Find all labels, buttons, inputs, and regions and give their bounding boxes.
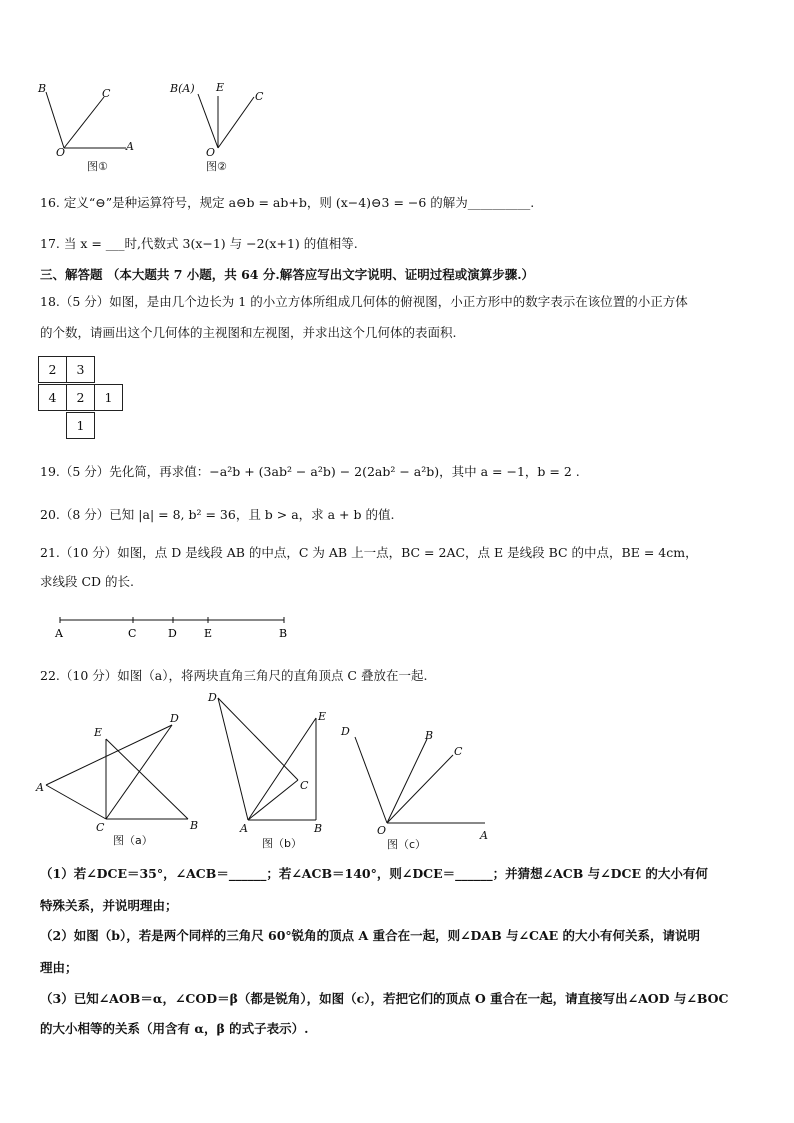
segment-label-D: D [168,627,177,640]
fig-b-label-C: C [300,779,309,792]
grid-cell: 2 [38,356,67,383]
segment-label-A: A [55,627,63,640]
question-22-2-line1: （2）如图（b），若是两个同样的三角尺 60°锐角的顶点 A 重合在一起，则∠DAB 与∠CAE 的大小有何关系，请说明 [40,928,701,943]
question-22-3-line1: （3）已知∠AOB＝α，∠COD＝β（都是锐角），如图（c），若把它们的顶点 O 重合在一起，请直接写出∠AOD 与∠BOC [40,991,729,1006]
fig1-label-C: C [102,87,111,100]
question-22-2-line2: 理由； [40,960,78,975]
fig-b-label-E: E [318,710,327,723]
fig-c-label-A: A [480,829,488,842]
fig-b-caption: 图（b） [262,837,302,850]
question-18-line2: 的个数，请画出这个几何体的主视图和左视图，并求出这个几何体的表面积. [40,325,457,340]
section-heading: 三、解答题 （本大题共 7 小题，共 64 分.解答应写出文字说明、证明过程或演算步骤.） [40,267,535,282]
figure-2 [168,80,278,175]
fig-a-label-A: A [36,781,44,794]
fig-a-caption: 图（a） [113,834,153,847]
fig-b-label-D: D [208,691,217,704]
grid-cell: 2 [66,384,95,411]
fig-c-label-B: B [425,729,434,742]
figure-1 [30,80,150,175]
segment-label-C: C [128,627,137,640]
question-21-line1: 21.（10 分）如图，点 D 是线段 AB 的中点，C 为 AB 上一点，BC = 2AC，点 E 是线段 BC 的中点，BE = 4cm， [40,545,698,560]
fig2-label-E: E [216,81,225,94]
fig2-label-O: O [206,146,216,159]
fig1-label-A: A [126,140,134,153]
question-22-1-line2: 特殊关系，并说明理由； [40,898,178,913]
grid-cell: 3 [66,356,95,383]
grid-cell: 1 [94,384,123,411]
figure-c [335,715,495,855]
fig-a-label-B: B [190,819,199,832]
fig2-label-BA: B(A) [170,82,195,95]
fig2-label-C: C [255,90,264,103]
figure-a [30,705,210,855]
fig-c-caption: 图（c） [387,838,427,851]
figure-b [200,690,340,855]
grid-cell: 1 [66,412,95,439]
fig-a-label-D: D [170,712,179,725]
fig-c-label-D: D [341,725,350,738]
question-17: 17. 当 x = ___时,代数式 3(x−1) 与 −2(x+1) 的值相等. [40,236,358,251]
question-18-line1: 18.（5 分）如图，是由几个边长为 1 的小立方体所组成几何体的俯视图，小正方形中的数字表示在该位置的小正方体 [40,294,688,309]
question-22: 22.（10 分）如图（a），将两块直角三角尺的直角顶点 C 叠放在一起. [40,668,428,683]
question-16: 16. 定义“⊖”是种运算符号，规定 a⊖b = ab+b，则 (x−4)⊖3 = −6 的解为__________. [40,195,535,210]
fig2-caption: 图② [206,160,227,173]
segment-label-B: B [279,627,288,640]
grid-cell: 4 [38,384,67,411]
fig1-label-B: B [38,82,47,95]
fig1-caption: 图① [87,160,108,173]
question-20: 20.（8 分）已知 |a| = 8, b² = 36，且 b > a，求 a + b 的值. [40,507,395,522]
fig1-label-O: O [56,146,66,159]
fig-b-label-A: A [240,822,248,835]
fig-c-label-O: O [377,824,387,837]
question-19: 19.（5 分）先化简，再求值：−a²b + (3ab² − a²b) − 2(2ab² − a²b)，其中 a = −1，b = 2 . [40,464,580,479]
segment-label-E: E [204,627,213,640]
segment-figure [48,612,308,642]
fig-c-label-C: C [454,745,463,758]
fig-a-label-E: E [94,726,103,739]
fig-a-label-C: C [96,821,105,834]
question-22-1-line1: （1）若∠DCE＝35°，∠ACB＝______；若∠ACB＝140°，则∠DCE＝______；并猜想∠ACB 与∠DCE 的大小有何 [40,866,708,881]
question-22-3-line2: 的大小相等的关系（用含有 α，β 的式子表示）. [40,1021,309,1036]
question-21-line2: 求线段 CD 的长. [40,574,135,589]
fig-b-label-B: B [314,822,323,835]
